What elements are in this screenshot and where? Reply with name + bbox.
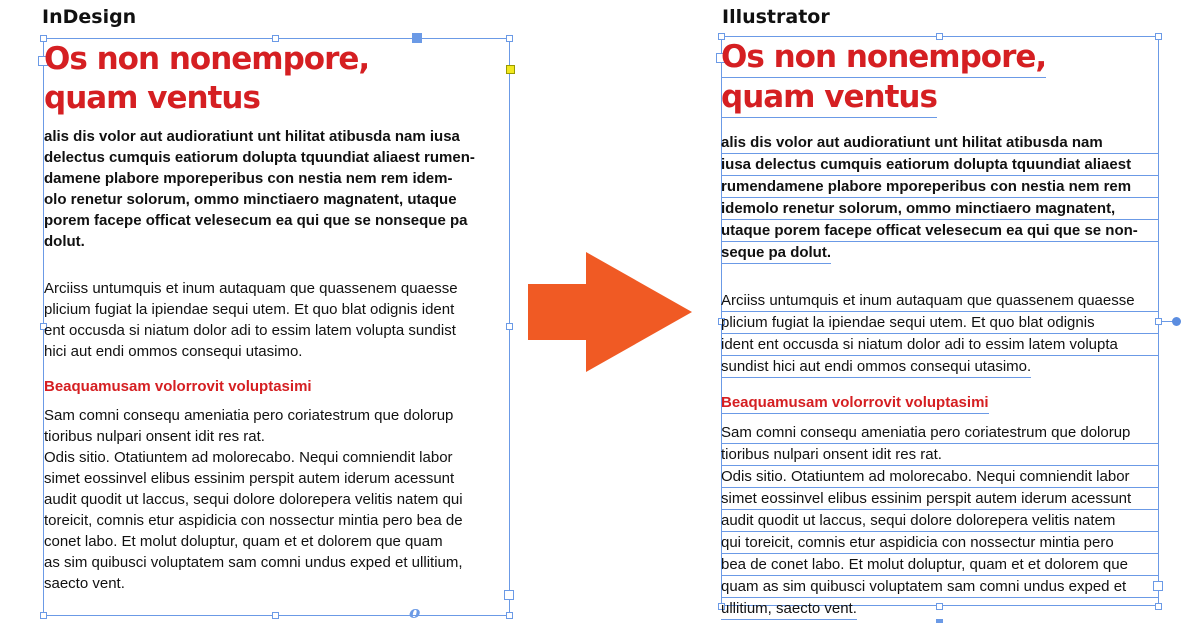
- lead-line: iusa delectus cumquis eatiorum dolupta tquundiat aliaest: [721, 154, 1159, 176]
- body-line: conet labo. Et molut doluptur, quam et et dolorem que quam: [44, 533, 443, 550]
- body-line: Sam comni consequ ameniatia pero coriatestrum que dolorup: [44, 407, 454, 424]
- lead-line: idemolo renetur solorum, ommo minctiaero magnatent,: [721, 198, 1159, 220]
- lead-line: alis dis volor aut audioratiunt unt hilitat atibusda nam: [721, 132, 1159, 154]
- body-line: ent occusda si niatum dolor adi to essim latem volupta sundist: [44, 322, 456, 339]
- headline-line: Os non nonempore,: [721, 38, 1046, 78]
- lead-paragraph: [721, 132, 1159, 264]
- body-line: bea de conet labo. Et molut doluptur, quam et et dolorem que: [721, 554, 1159, 576]
- body-paragraph-1: [44, 278, 514, 362]
- illustrator-text: [721, 38, 1159, 620]
- body-line: as sim quibusci voluptatem sam comni undus exped et ullitium,: [44, 554, 463, 571]
- lead-line: dolut.: [44, 233, 85, 250]
- lead-paragraph: [44, 126, 514, 252]
- subheading: [721, 392, 1159, 414]
- body-line: hici aut endi ommos consequi utasimo.: [44, 343, 303, 360]
- body-line: plicium fugiat la ipiendae sequi utem. Et quo blat odignis ident: [44, 301, 455, 318]
- lead-line: olo renetur solorum, ommo minctiaero magnatent, utaque: [44, 191, 457, 208]
- body-line: Odis sitio. Otatiuntem ad molorecabo. Nequi comniendit labor: [44, 449, 453, 466]
- frame-handle-bl[interactable]: [40, 612, 47, 619]
- body-line: quam as sim quibusci voluptatem sam comni undus exped et: [721, 576, 1159, 598]
- frame-handle-bm[interactable]: [272, 612, 279, 619]
- arrow-right-icon: [528, 252, 692, 372]
- body-line: Odis sitio. Otatiuntem ad molorecabo. Nequi comniendit labor: [721, 466, 1159, 488]
- body-line: Sam comni consequ ameniatia pero coriatestrum que dolorup: [721, 422, 1159, 444]
- lead-line: utaque porem facepe officat velesecum ea qui que se non-: [721, 220, 1159, 242]
- lead-line: seque pa dolut.: [721, 242, 831, 264]
- headline: [44, 40, 514, 118]
- body-line: ullitium, saecto vent.: [721, 598, 857, 620]
- illustrator-label: Illustrator: [722, 6, 830, 28]
- lead-line: alis dis volor aut audioratiunt unt hilitat atibusda nam iusa: [44, 128, 460, 145]
- body-paragraph-2: [44, 405, 514, 594]
- body-line: plicium fugiat la ipiendae sequi utem. Et quo blat odignis: [721, 312, 1159, 334]
- lead-line: damene plabore mporeperibus con nestia nem rem idem-: [44, 170, 453, 187]
- subhead-line: Beaquamusam volorrovit voluptasimi: [721, 392, 989, 414]
- body-line: audit quodit ut laccus, sequi dolore dolorepera velitis natem qui: [44, 491, 463, 508]
- subheading: [44, 376, 514, 397]
- body-line: simet eossinvel elibus essinim perspit autem iderum acessunt: [44, 470, 455, 487]
- body-line: tioribus nulpari onsent idit res rat.: [721, 444, 1159, 466]
- headline-line: Os non nonempore,: [44, 41, 370, 77]
- overset-text-icon[interactable]: o: [409, 603, 421, 623]
- lead-line: delectus cumquis eatiorum dolupta tquundiat aliaest rumen-: [44, 149, 475, 166]
- frame-handle-br[interactable]: [506, 612, 513, 619]
- indesign-text: [44, 40, 514, 594]
- body-line: saecto vent.: [44, 575, 125, 592]
- headline-line: quam ventus: [44, 80, 260, 116]
- body-line: tioribus nulpari onsent idit res rat.: [44, 428, 265, 445]
- headline-line: quam ventus: [721, 78, 937, 118]
- body-paragraph-1: [721, 290, 1159, 378]
- body-line: qui toreicit, comnis etur aspidicia con nossectur mintia pero: [721, 532, 1159, 554]
- body-paragraph-2: [721, 422, 1159, 620]
- headline: [721, 38, 1159, 118]
- body-line: toreicit, comnis etur aspidicia con nossectur mintia pero bea de: [44, 512, 463, 529]
- lead-line: porem facepe officat velesecum ea qui que se nonseque pa: [44, 212, 468, 229]
- body-line: ident ent occusda si niatum dolor adi to essim latem volupta: [721, 334, 1159, 356]
- body-line: Arciiss untumquis et inum autaquam que quassenem quaesse: [721, 290, 1159, 312]
- out-port[interactable]: [1172, 317, 1181, 326]
- body-line: audit quodit ut laccus, sequi dolore dolorepera velitis natem: [721, 510, 1159, 532]
- indesign-label: InDesign: [42, 6, 137, 28]
- body-line: sundist hici aut endi ommos consequi utasimo.: [721, 356, 1031, 378]
- body-line: simet eossinvel elibus essinim perspit autem iderum acessunt: [721, 488, 1159, 510]
- subhead-line: Beaquamusam volorrovit voluptasimi: [44, 378, 312, 395]
- lead-line: rumendamene plabore mporeperibus con nestia nem rem: [721, 176, 1159, 198]
- body-line: Arciiss untumquis et inum autaquam que quassenem quaesse: [44, 280, 458, 297]
